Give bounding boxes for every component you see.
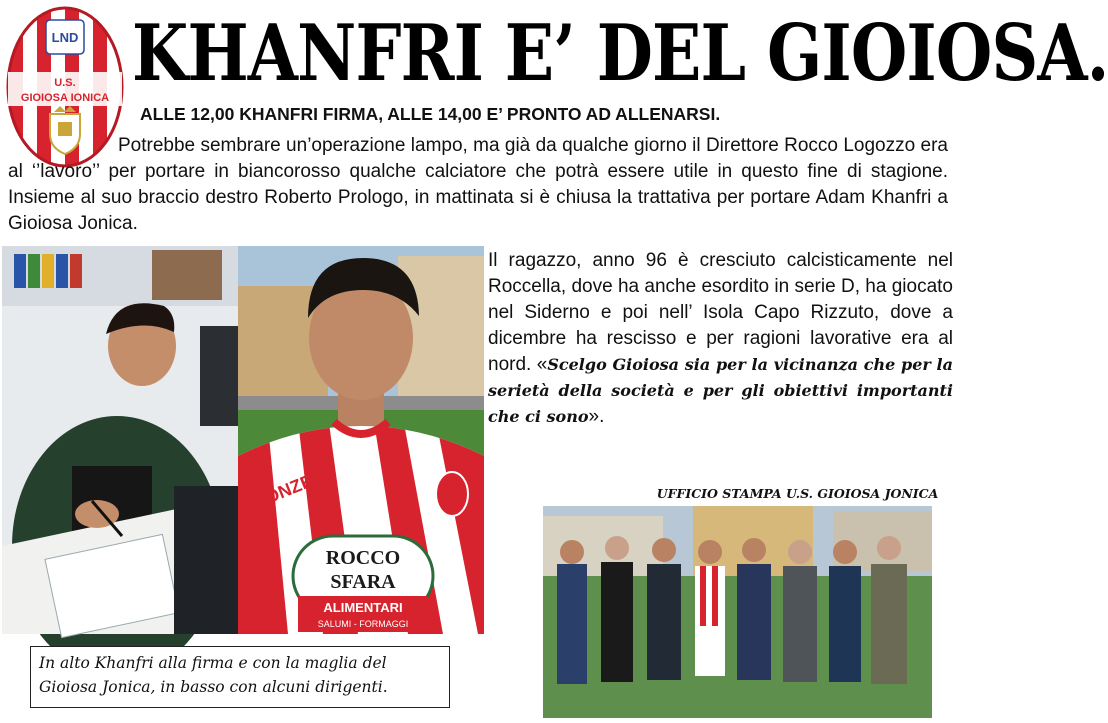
quote-close: ». [588, 406, 605, 427]
body-text: Il ragazzo, anno 96 è cresciuto calcisticamente nel Roccella, dove ha anche esordito in serie D, ha giocato nel Siderno e poi nell’ Isola Capo Rizzuto, dove a dicembre ha rescisso e per ragioni lavorative era al nord. « [488, 250, 953, 375]
body-paragraph [488, 248, 953, 430]
intro-paragraph: Potrebbe sembrare un’operazione lampo, ma già da qualche giorno il Direttore Rocco Logozzo era al ‘’lavoro’’ per portare in biancorosso qualche calciatore che potrà essere utile in questo fine di stagione. Insieme al suo braccio destro Roberto Prologo, in mattinata si è chiusa la trattativa per portare Adam Khanfri a Gioiosa Jonica. [8, 135, 948, 234]
headline: KHANFRI E’ DEL GIOIOSA. [132, 8, 1108, 99]
player-quote: Scelgo Gioiosa sia per la vicinanza che per la serietà della società e per gli obiettivi importanti che ci sono [488, 355, 953, 426]
photo-caption: In alto Khanfri alla firma e con la maglia del Gioiosa Jonica, in basso con alcuni dirigenti. [30, 646, 450, 708]
subheadline: ALLE 12,00 KHANFRI FIRMA, ALLE 14,00 E’ PRONTO AD ALLENARSI. [140, 104, 721, 124]
photo-group [543, 506, 932, 718]
sponsor-line2: SFARA [330, 571, 396, 593]
sponsor-line1: ROCCO [325, 547, 401, 569]
photo-jersey [238, 246, 484, 634]
jersey-brand: ONZE [262, 470, 316, 508]
club-name-line1: U.S. [54, 77, 76, 89]
club-name-line2: GIOIOSA IONICA [20, 92, 110, 104]
lnd-badge-text: LND [51, 30, 79, 45]
sponsor-line4: SALUMI - FORMAGGI [317, 619, 409, 629]
photo-signing [2, 246, 238, 634]
press-office-credit: UFFICIO STAMPA U.S. GIOIOSA JONICA [656, 486, 939, 501]
sponsor-line3: ALIMENTARI [323, 600, 403, 615]
